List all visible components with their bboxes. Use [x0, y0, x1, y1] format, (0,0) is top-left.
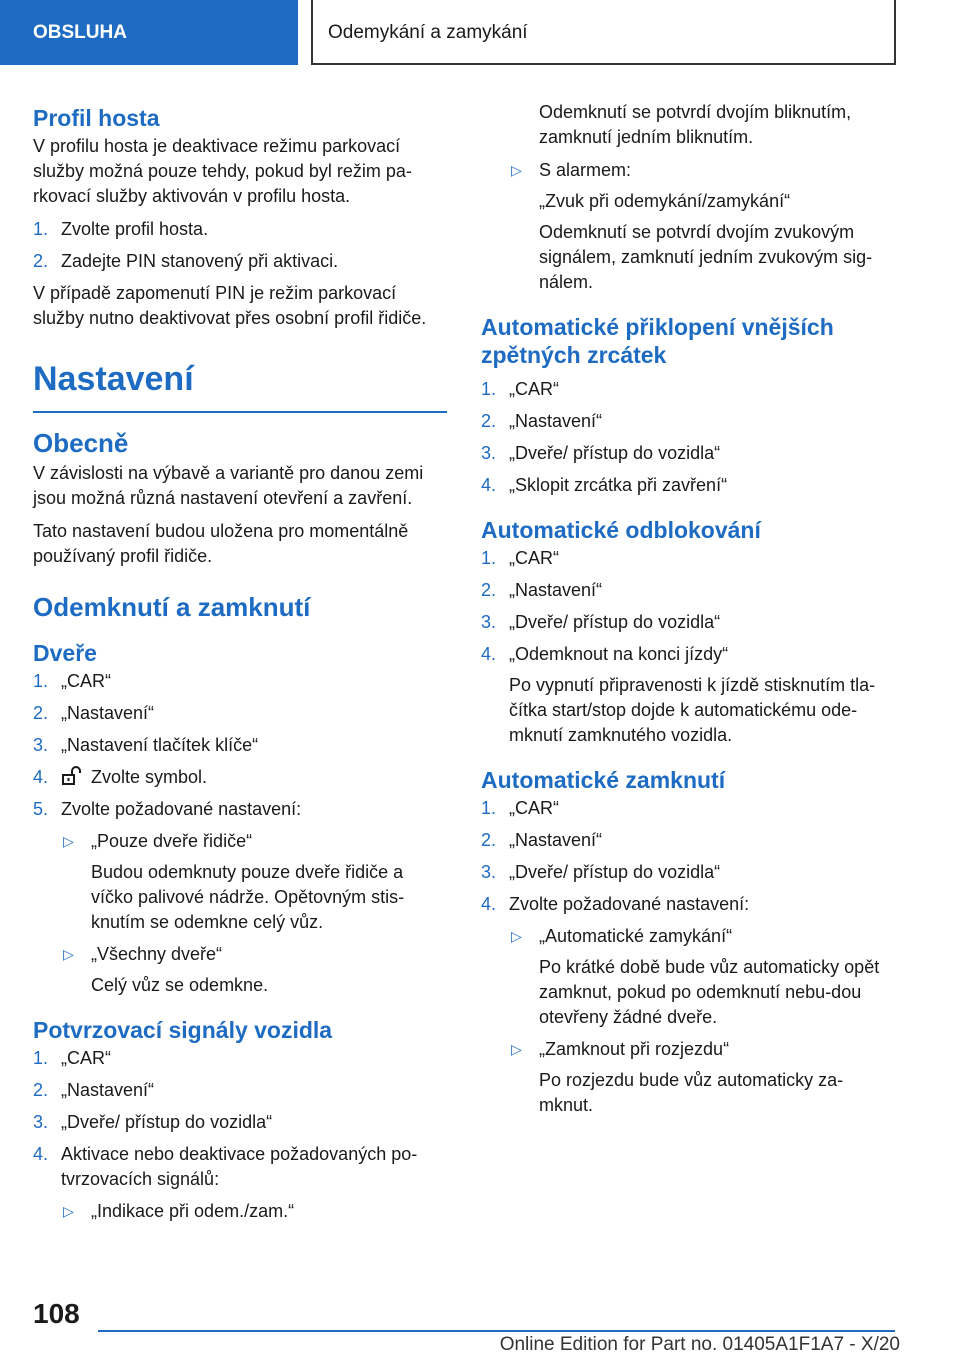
- paragraph: V případě zapomenutí PIN je režim parkovací služby nutno deaktivovat přes osobní profil řidiče.: [33, 283, 427, 328]
- step-number: 5.: [33, 799, 49, 819]
- heading-nastaveni: Nastavení: [33, 357, 447, 413]
- footer-divider: [98, 1330, 895, 1332]
- heading-priklopeni: Automatické přiklopení vnějších zpětných zrcátek: [481, 314, 834, 368]
- step-text: „CAR“: [509, 548, 559, 568]
- step-number: 4.: [33, 1144, 49, 1164]
- bullet-list: [61, 829, 447, 998]
- steps-list: [33, 217, 447, 274]
- heading-obecne: Obecně: [33, 428, 129, 458]
- list-item: [481, 473, 895, 498]
- list-item: [481, 377, 895, 402]
- step-text: „CAR“: [509, 379, 559, 399]
- step-number: 2.: [481, 830, 497, 850]
- right-column: [481, 100, 895, 1125]
- step-number: 2.: [481, 580, 497, 600]
- step-text: „Dveře/ přístup do vozidla“: [509, 443, 721, 463]
- step-text: „Nastavení“: [509, 580, 603, 600]
- list-item: [33, 701, 447, 726]
- step-number: 3.: [33, 1112, 49, 1132]
- step-number: 1.: [33, 219, 49, 239]
- triangle-bullet-icon: ▷: [63, 946, 74, 962]
- list-item: [481, 441, 895, 466]
- step-number: 2.: [481, 411, 497, 431]
- list-item: [481, 642, 895, 748]
- step-text: Zvolte požadované nastavení:: [509, 894, 750, 914]
- paragraph: V profilu hosta je deaktivace režimu parkovací služby možná pouze tehdy, pokud byl režim pa‐rkovací služby aktivován v profilu hosta.: [33, 136, 412, 206]
- steps-list: [33, 669, 447, 998]
- step-text: „Nastavení“: [61, 1080, 155, 1100]
- step-text: „CAR“: [61, 1048, 111, 1068]
- step-text: „Nastavení“: [509, 411, 603, 431]
- step-number: 2.: [33, 1080, 49, 1100]
- paragraph: Tato nastavení budou uložena pro momentálně používaný profil řidiče.: [33, 521, 409, 566]
- step-text: Zvolte profil hosta.: [61, 219, 209, 239]
- bullet-item: [61, 829, 447, 935]
- list-item: [33, 1142, 447, 1224]
- step-text: „CAR“: [61, 671, 111, 691]
- step-description: Po vypnutí připravenosti k jízdě stisknutím tla‐čítka start/stop dojde k automatickému ode‐mknutí zamknutého vozidla.: [509, 675, 876, 745]
- bullet-text: „Všechny dveře“: [91, 944, 223, 964]
- list-item: [481, 796, 895, 821]
- bullet-text: S alarmem:: [539, 160, 632, 180]
- list-item: [33, 1110, 447, 1135]
- step-number: 2.: [33, 703, 49, 723]
- footer-edition: Online Edition for Part no. 01405A1F1A7 - X/20: [499, 1334, 900, 1355]
- step-text: „Nastavení“: [61, 703, 155, 723]
- steps-list: [33, 1046, 447, 1224]
- list-item: [481, 546, 895, 571]
- list-item: [33, 733, 447, 758]
- bullet-list: [509, 158, 895, 295]
- heading-dvere: Dveře: [33, 640, 97, 666]
- step-number: 4.: [33, 767, 49, 787]
- step-number: 4.: [481, 644, 497, 664]
- step-text: „CAR“: [509, 798, 559, 818]
- bullet-item: [509, 1037, 895, 1118]
- heading-odblokovani: Automatické odblokování: [481, 517, 761, 543]
- bullet-item: [509, 158, 895, 295]
- bullet-text: „Automatické zamykání“: [539, 926, 733, 946]
- bullet-list: [61, 1199, 447, 1224]
- step-number: 3.: [481, 862, 497, 882]
- bullet-text: „Indikace při odem./zam.“: [91, 1201, 295, 1221]
- step-text: „Dveře/ přístup do vozidla“: [61, 1112, 273, 1132]
- step-number: 2.: [33, 251, 49, 271]
- list-item: [481, 409, 895, 434]
- step-number: 4.: [481, 475, 497, 495]
- section-tab: OBSLUHA: [0, 0, 298, 65]
- heading-potvrzovaci: Potvrzovací signály vozidla: [33, 1017, 333, 1043]
- triangle-bullet-icon: ▷: [511, 928, 522, 944]
- step-number: 1.: [33, 1048, 49, 1068]
- list-item: [33, 669, 447, 694]
- triangle-bullet-icon: ▷: [63, 833, 74, 849]
- bullet-description: Celý vůz se odemkne.: [91, 975, 269, 995]
- bullet-description: Odemknutí se potvrdí dvojím zvukovým signálem, zamknutí jedním zvukovým sig‐nálem.: [539, 222, 873, 292]
- list-item: [481, 860, 895, 885]
- step-number: 1.: [481, 798, 497, 818]
- list-item: [481, 610, 895, 635]
- page-number: 108: [33, 1298, 80, 1329]
- triangle-bullet-icon: ▷: [511, 1041, 522, 1057]
- bullet-item: [61, 942, 447, 998]
- bullet-description: Po krátké době bude vůz automaticky opět zamknut, pokud po odemknutí nebu‐dou otevřeny žádné dveře.: [539, 957, 880, 1027]
- list-item: [33, 765, 447, 790]
- step-text: „Nastavení tlačítek klíče“: [61, 735, 259, 755]
- step-text: Zvolte požadované nastavení:: [61, 799, 302, 819]
- steps-list: [481, 377, 895, 498]
- triangle-bullet-icon: ▷: [511, 162, 522, 178]
- bullet-list: [509, 924, 895, 1118]
- step-text: „Dveře/ přístup do vozidla“: [509, 862, 721, 882]
- step-number: 1.: [33, 671, 49, 691]
- step-number: 1.: [481, 548, 497, 568]
- step-number: 3.: [481, 443, 497, 463]
- list-item: [481, 578, 895, 603]
- bullet-item: [509, 924, 895, 1030]
- left-column: [33, 100, 447, 1231]
- list-item: [33, 1046, 447, 1071]
- list-item: [33, 797, 447, 998]
- steps-list: [481, 546, 895, 748]
- step-text: „Nastavení“: [509, 830, 603, 850]
- bullet-description: Budou odemknuty pouze dveře řidiče a víčko palivové nádrže. Opětovným stis‐knutím se odemkne celý vůz.: [91, 862, 405, 932]
- step-number: 3.: [33, 735, 49, 755]
- step-number: 3.: [481, 612, 497, 632]
- list-item: [33, 1078, 447, 1103]
- step-text: Zvolte symbol.: [91, 767, 208, 787]
- list-item: [33, 249, 447, 274]
- bullet-item: [61, 1199, 447, 1224]
- heading-odemknuti: Odemknutí a zamknutí: [33, 592, 311, 622]
- paragraph: V závislosti na výbavě a variantě pro danou zemi jsou možná různá nastavení otevření a zavření.: [33, 463, 424, 508]
- chapter-header: [311, 0, 896, 65]
- step-text: Aktivace nebo deaktivace požadovaných po‐tvrzovacích signálů:: [61, 1144, 418, 1189]
- list-item: [481, 828, 895, 853]
- step-text: „Sklopit zrcátka při zavření“: [509, 475, 728, 495]
- steps-list: [481, 796, 895, 1118]
- heading-profil-hosta: Profil hosta: [33, 105, 160, 131]
- triangle-bullet-icon: ▷: [63, 1203, 74, 1219]
- step-number: 4.: [481, 894, 497, 914]
- bullet-quote: „Zvuk při odemykání/zamykání“: [539, 191, 791, 211]
- bullet-description: Po rozjezdu bude vůz automaticky za‐mknut.: [539, 1070, 844, 1115]
- step-text: „Odemknout na konci jízdy“: [509, 644, 729, 664]
- continued-description: Odemknutí se potvrdí dvojím bliknutím, zamknutí jedním bliknutím.: [539, 102, 852, 147]
- unlock-icon: [61, 766, 83, 786]
- bullet-text: „Zamknout při rozjezdu“: [539, 1039, 730, 1059]
- chapter-title: Odemykání a zamykání: [328, 22, 528, 43]
- list-item: [481, 892, 895, 1118]
- step-text: „Dveře/ přístup do vozidla“: [509, 612, 721, 632]
- step-text: Zadejte PIN stanovený při aktivaci.: [61, 251, 339, 271]
- bullet-text: „Pouze dveře řidiče“: [91, 831, 253, 851]
- heading-zamknuti: Automatické zamknutí: [481, 767, 726, 793]
- step-number: 1.: [481, 379, 497, 399]
- list-item: [33, 217, 447, 242]
